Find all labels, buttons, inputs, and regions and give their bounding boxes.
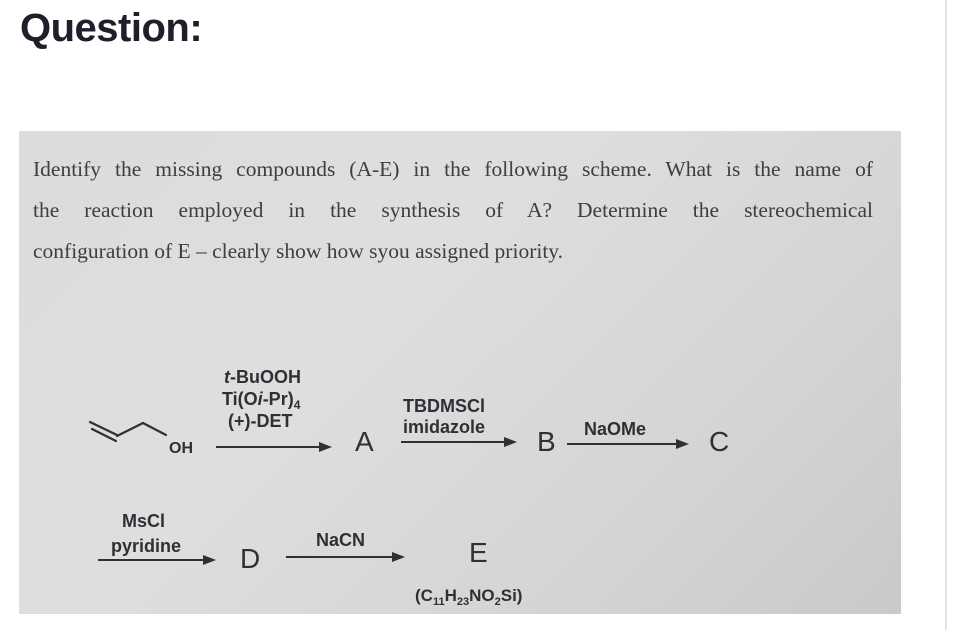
step2-reagent-imidazole: imidazole (403, 417, 486, 437)
compound-e-formula: $(C_{11}H_{23}NO_2Si)$ (415, 586, 523, 608)
question-line-2: the reaction employed in the synthesis of A? Determine the stereochemical (33, 198, 873, 222)
step4-arrow (98, 555, 216, 565)
step3-arrow (567, 439, 689, 449)
step1-reagent-det: (+)-DET (228, 411, 293, 431)
hydroxyl-label: OH (169, 440, 193, 457)
compound-c-label: C (709, 426, 730, 457)
compound-d-label: D (240, 543, 261, 574)
question-line-3: configuration of E – clearly show how syou assigned priority. (33, 239, 564, 263)
step2-reagent-tbdmscl: TBDMSCl (403, 396, 485, 416)
scrollbar-track[interactable] (945, 0, 947, 630)
step5-arrow (286, 552, 405, 562)
allyl-alcohol-structure (90, 422, 166, 441)
compound-b-label: B (537, 426, 556, 457)
step1-reagent-titanium: $Ti(Oi-Pr)_4$ (222, 389, 301, 412)
compound-a-label: A (355, 426, 374, 457)
step4-reagent-mscl: MsCl (122, 511, 166, 531)
step1-arrow (216, 442, 332, 452)
page-title: Question: (20, 6, 203, 50)
step3-reagent-naome: NaOMe (584, 419, 647, 439)
step4-reagent-pyridine: pyridine (111, 536, 182, 556)
step5-reagent-nacn: NaCN (316, 530, 366, 550)
step2-arrow (401, 437, 517, 447)
question-line-1: Identify the missing compounds (A-E) in the following scheme. What is the name of (33, 157, 873, 181)
step1-reagent-tbuooh: t-BuOOH (224, 367, 301, 387)
reaction-scheme (19, 131, 901, 614)
compound-e-label: E (469, 537, 488, 568)
question-photo (19, 131, 901, 614)
